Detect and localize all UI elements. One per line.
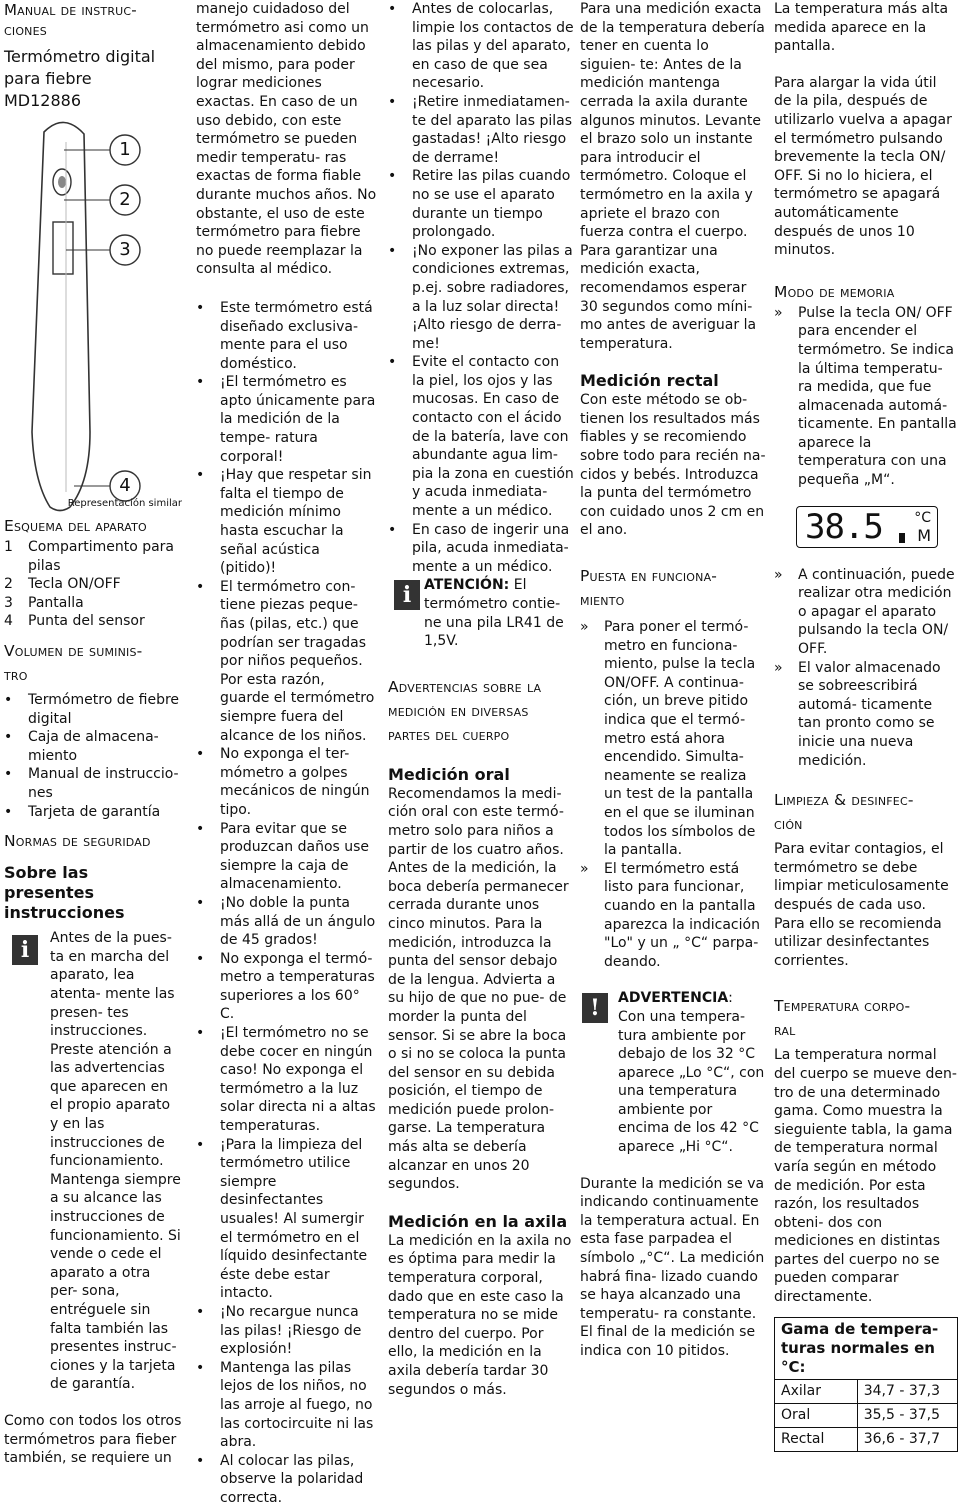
battery-indicator-icon [899, 533, 905, 543]
list-item: 3 Pantalla [4, 594, 84, 611]
list-item: 4 Punta del sensor [4, 613, 145, 630]
list-item: • Al colocar las pilas, observe la polaridad correcta. [196, 1452, 378, 1508]
column-1 [4, 0, 182, 1468]
col2-intro: manejo cuidadoso del termómetro asi como un almacenamiento debido del mismo, para poder lograr mediciones exactas. En caso de un uso debido, con este termómetro se pueden medir temperatu- ras exactas de forma fiable durante muchos años. No obstante, el uso de este termómetro para fiebre no puede reemplazar la consulta al médico. [196, 1, 377, 278]
lcd-memory-mark: M [917, 525, 931, 545]
thermometer-figure [4, 112, 182, 514]
advertencia-label: ADVERTENCIA [618, 990, 729, 1007]
list-item: » Pulse la tecla ON/ OFF para encender el termómetro. Se indica la última temperatu- ra medida, que fue almacenada automá- ticamente. En pantalla aparece la temperatura con una pequeña „M“. [774, 304, 958, 490]
advertencia-block: ! ADVERTENCIA: Con una tempera- tura ambiente por debajo de los 32 °C aparece „Lo °C“, con una temperatura ambiente por encima de los 42 °C aparece „Hi °C“. [580, 989, 766, 1156]
list-item: • ¡Retire inmediatamen- te del aparato las pilas gastadas! ¡Alto riesgo de derrame! [388, 93, 574, 167]
como-text: Como con todos los otros termómetros para fieber también, se requiere un [4, 1412, 182, 1467]
list-item: 1 Compartimento para pilas [4, 539, 175, 574]
product-title: Termómetro digital para fiebre MD12886 [4, 47, 156, 110]
puesta-steps [580, 618, 766, 971]
memoria-title: Modo de memoria [774, 282, 895, 301]
column-3 [388, 0, 574, 1399]
list-item: • Evite el contacto con la piel, los ojos y las mucosas. En caso de contacto con el ácido de la batería, lave con abundante agua lim- pia la zona en cuestión y acuda inmediata- mente a un médico. [388, 353, 574, 520]
axila-cont-text: Para una medición exacta de la temperatura debería tener en cuenta lo siguien- te: Antes de la medición mantenga cerrada la axila durante algunos minutos. Levante el brazo solo un instante para introducir el termómetro. Coloque el termómetro en la axila y apriete el brazo con fuerza contra el cuerpo. Para garantizar una medición exacta, recomendamos esperar 30 segundos como míni- mo antes de averiguar la temperatura. [580, 1, 765, 352]
lcd-value: 38.5 [805, 506, 883, 547]
list-item: • Este termómetro está diseñado exclusiva- mente para el uso doméstico. [196, 299, 378, 373]
list-item: • ¡No recargue nunca las pilas! ¡Riesgo de explosión! [196, 1303, 378, 1359]
list-item: • ¡No doble la punta más allá de un ángulo de 45 grados! [196, 894, 378, 950]
battery-list [388, 0, 574, 576]
sobre-title: Sobre las presentes instrucciones [4, 863, 125, 923]
callout-2: 2 [119, 189, 131, 210]
list-item: • En caso de ingerir una pila, acuda inmediata- mente a un médico. [388, 521, 574, 577]
esquema-list [4, 538, 182, 631]
puesta-title: Puesta en funciona- miento [580, 567, 718, 610]
warning-icon: ! [582, 993, 608, 1023]
callout-1: 1 [119, 139, 131, 160]
lcd-unit: °C [914, 509, 931, 526]
list-item: • ¡Hay que respetar sin falta el tiempo de medición mínimo hasta escuchar la señal acústica (pitido)! [196, 466, 378, 578]
column-2 [196, 0, 378, 1508]
table-header: Gama de tempera- turas normales en °C: [775, 1317, 958, 1379]
list-item: • Manual de instruccio- nes [4, 765, 182, 802]
table-row: Axilar 34,7 - 37,3 [775, 1379, 958, 1403]
list-item: • No exponga el ter- mómetro a golpes mecánicos de ningún tipo. [196, 745, 378, 819]
advertencias-title: Advertencias sobre la medición en diversas partes del cuerpo [388, 677, 542, 744]
oral-text: Recomendamos la medi- ción oral con este termó- metro solo para niños a partir de los cuatro años. Antes de la medición, la boca debería permanecer cerrada durante unos cinco minutos. Para la medición, introduzca la punta del sensor debajo de la lengua. Advierta a su hijo de que no pue- de morder la punta del sensor. Si se abre la boca o si no se coloca la punta del sensor en su debida posición, el tiempo de medición puede prolon- garse. La temperatura más alta se debería alcanzar en unos 20 segundos. [388, 785, 569, 1193]
temperatura-text: La temperatura normal del cuerpo se mueve den- tro de una determinado gama. Como muestra la sieguiente tabla, la gama de temperatura normal varía según en método de medición. Por esta razón, los resultados obteni- dos con mediciones en distintas partes del cuerpo no se pueden comparar directamente. [774, 1047, 957, 1306]
bateria-text: Para alargar la vida útil de la pila, después de utilizarlo vuelva a apagar el termómetro pulsando brevemente la tecla ON/ OFF. Si no lo hiciera, el termómetro se apagará automáticamente después de unos 10 minutos. [774, 74, 952, 259]
list-item: • ¡El termómetro no se debe cocer en ningún caso! No exponga el termómetro a la luz solar directa ni a altas temperaturas. [196, 1024, 378, 1136]
list-item: 2 Tecla ON/OFF [4, 576, 121, 593]
memoria-list-2 [774, 566, 958, 771]
column-4 [580, 0, 766, 1361]
info-icon: i [394, 580, 420, 610]
list-item: » A continuación, puede realizar otra medición o apagar el aparato pulsando la tecla ON/ OFF. [774, 566, 958, 659]
manual-header: Manual de instruc- ciones [4, 1, 137, 39]
list-item: • Caja de almacena- miento [4, 728, 182, 765]
axila-title: Medición en la axila [388, 1211, 568, 1231]
rectal-title: Medición rectal [580, 371, 719, 391]
list-item: • Termómetro de fiebre digital [4, 691, 182, 728]
callout-4: 4 [119, 475, 131, 496]
figure-caption: Representación similar [67, 498, 182, 509]
table-row: Rectal 36,6 - 37,7 [775, 1427, 958, 1451]
list-item: • ¡El termómetro es apto únicamente para la medición de la tempe- ratura corporal! [196, 373, 378, 466]
list-item: • Mantenga las pilas lejos de los niños, no las arroje al fuego, no las cortocircuite ni las abra. [196, 1359, 378, 1452]
limpieza-title: Limpieza & desinfec- ción [774, 791, 914, 834]
durante-text: Durante la medición se va indicando continuamente la temperatura actual. En esta fase parpadea el símbolo „°C“. La medición habrá fina- lizado cuando se haya alcanzado una temperatu- ra constante. El final de la medición se indica con 10 pitidos. [580, 1175, 765, 1359]
list-item: » Para poner el termó- metro en funciona- miento, pulse la tecla ON/OFF. A continua- ción, un breve pitido indica que el termó- metro está ahora encendido. Simulta- neamente se realiza un test de la pantalla en el que se iluminan todos los símbolos de la pantalla. [580, 618, 766, 860]
col5-intro: La temperatura más alta medida aparece en la pantalla. [774, 1, 949, 55]
thermometer-illustration [4, 112, 182, 514]
sobre-block: i Antes de la pues- ta en marcha del aparato, lea atenta- mente las presen- tes instrucciones. Preste atención a las advertencias que aparecen en el propio aparato y en las instrucciones de funcionamiento. Mantenga siempre a su alcance las instrucciones de funcionamiento. Si vende o cede el aparato a otra per- sona, entréguele sin falta también las presentes instruc- ciones y la tarjeta de garantía. [4, 929, 182, 1394]
ranges-table [774, 1317, 958, 1452]
safety-list [196, 299, 378, 1508]
table-row: Oral 35,5 - 37,5 [775, 1403, 958, 1427]
esquema-title: Esquema del aparato [4, 517, 147, 535]
list-item: • ¡Para la limpieza del termómetro utilice siempre desinfectantes usuales! Al sumergir el termómetro en el líquido desinfectante éste debe estar intacto. [196, 1136, 378, 1303]
volumen-list [4, 691, 182, 821]
limpieza-text: Para evitar contagios, el termómetro se debe limpiar meticulosamente después de cada uso. Para ello se recomienda utilizar desinfectantes corrientes. [774, 841, 949, 969]
normas-title: Normas de seguridad [4, 832, 151, 851]
callout-3: 3 [119, 239, 131, 260]
atencion-label: ATENCIÓN: [424, 577, 510, 594]
temperatura-title: Temperatura corpo- ral [774, 997, 911, 1040]
volumen-title: Volumen de suminis- tro [4, 641, 143, 684]
info-icon: i [12, 935, 38, 965]
list-item: • Tarjeta de garantía [4, 803, 182, 822]
rectal-text: Con este método se ob- tienen los resultados más fiables y se recomiendo sobre todo para recién na- cidos y bebés. Introduzca la punta del termómetro con cuidado unos 2 cm en el ano. [580, 392, 766, 539]
memoria-list [774, 304, 958, 490]
axila-text: La medición en la axila no es óptima para medir la temperatura corporal, dado que en este caso la temperatura no se mide dentro del cuerpo. Por ello, la medición en la axila debería tardar 30 segundos o más. [388, 1232, 572, 1398]
list-item: • Antes de colocarlas, limpie los contactos de las pilas y del aparato, en caso de que sea necesario. [388, 0, 574, 93]
list-item: • No exponga el termó- metro a temperaturas superiores a los 60° C. [196, 950, 378, 1024]
atencion-block: i ATENCIÓN: El termómetro contie- ne una pila LR41 de 1,5V. [388, 576, 574, 650]
list-item: • Retire las pilas cuando no se use el aparato durante un tiempo prolongado. [388, 167, 574, 241]
list-item: • Para evitar que se produzcan daños use siempre la caja de almacenamiento. [196, 820, 378, 894]
oral-title: Medición oral [388, 764, 510, 784]
column-5 [774, 0, 958, 1452]
list-item: • El termómetro con- tiene piezas peque- ñas (pilas, etc.) que podrían ser tragadas por niños pequeños. Por esta razón, guarde el termómetro siempre fuera del alcance de los niños. [196, 578, 378, 745]
list-item: • ¡No exponer las pilas a condiciones extremas, p.ej. sobre radiadores, a la luz solar directa! ¡Alto riesgo de derra- me! [388, 242, 574, 354]
list-item: » El termómetro está listo para funcionar, cuando en la pantalla aparezca la indicación "Lo" y un „ °C“ parpa- deando. [580, 860, 766, 972]
list-item: » El valor almacenado se sobreescribirá automá- ticamente tan pronto como se inicie una nueva medición. [774, 659, 958, 771]
lcd-display [796, 506, 938, 548]
